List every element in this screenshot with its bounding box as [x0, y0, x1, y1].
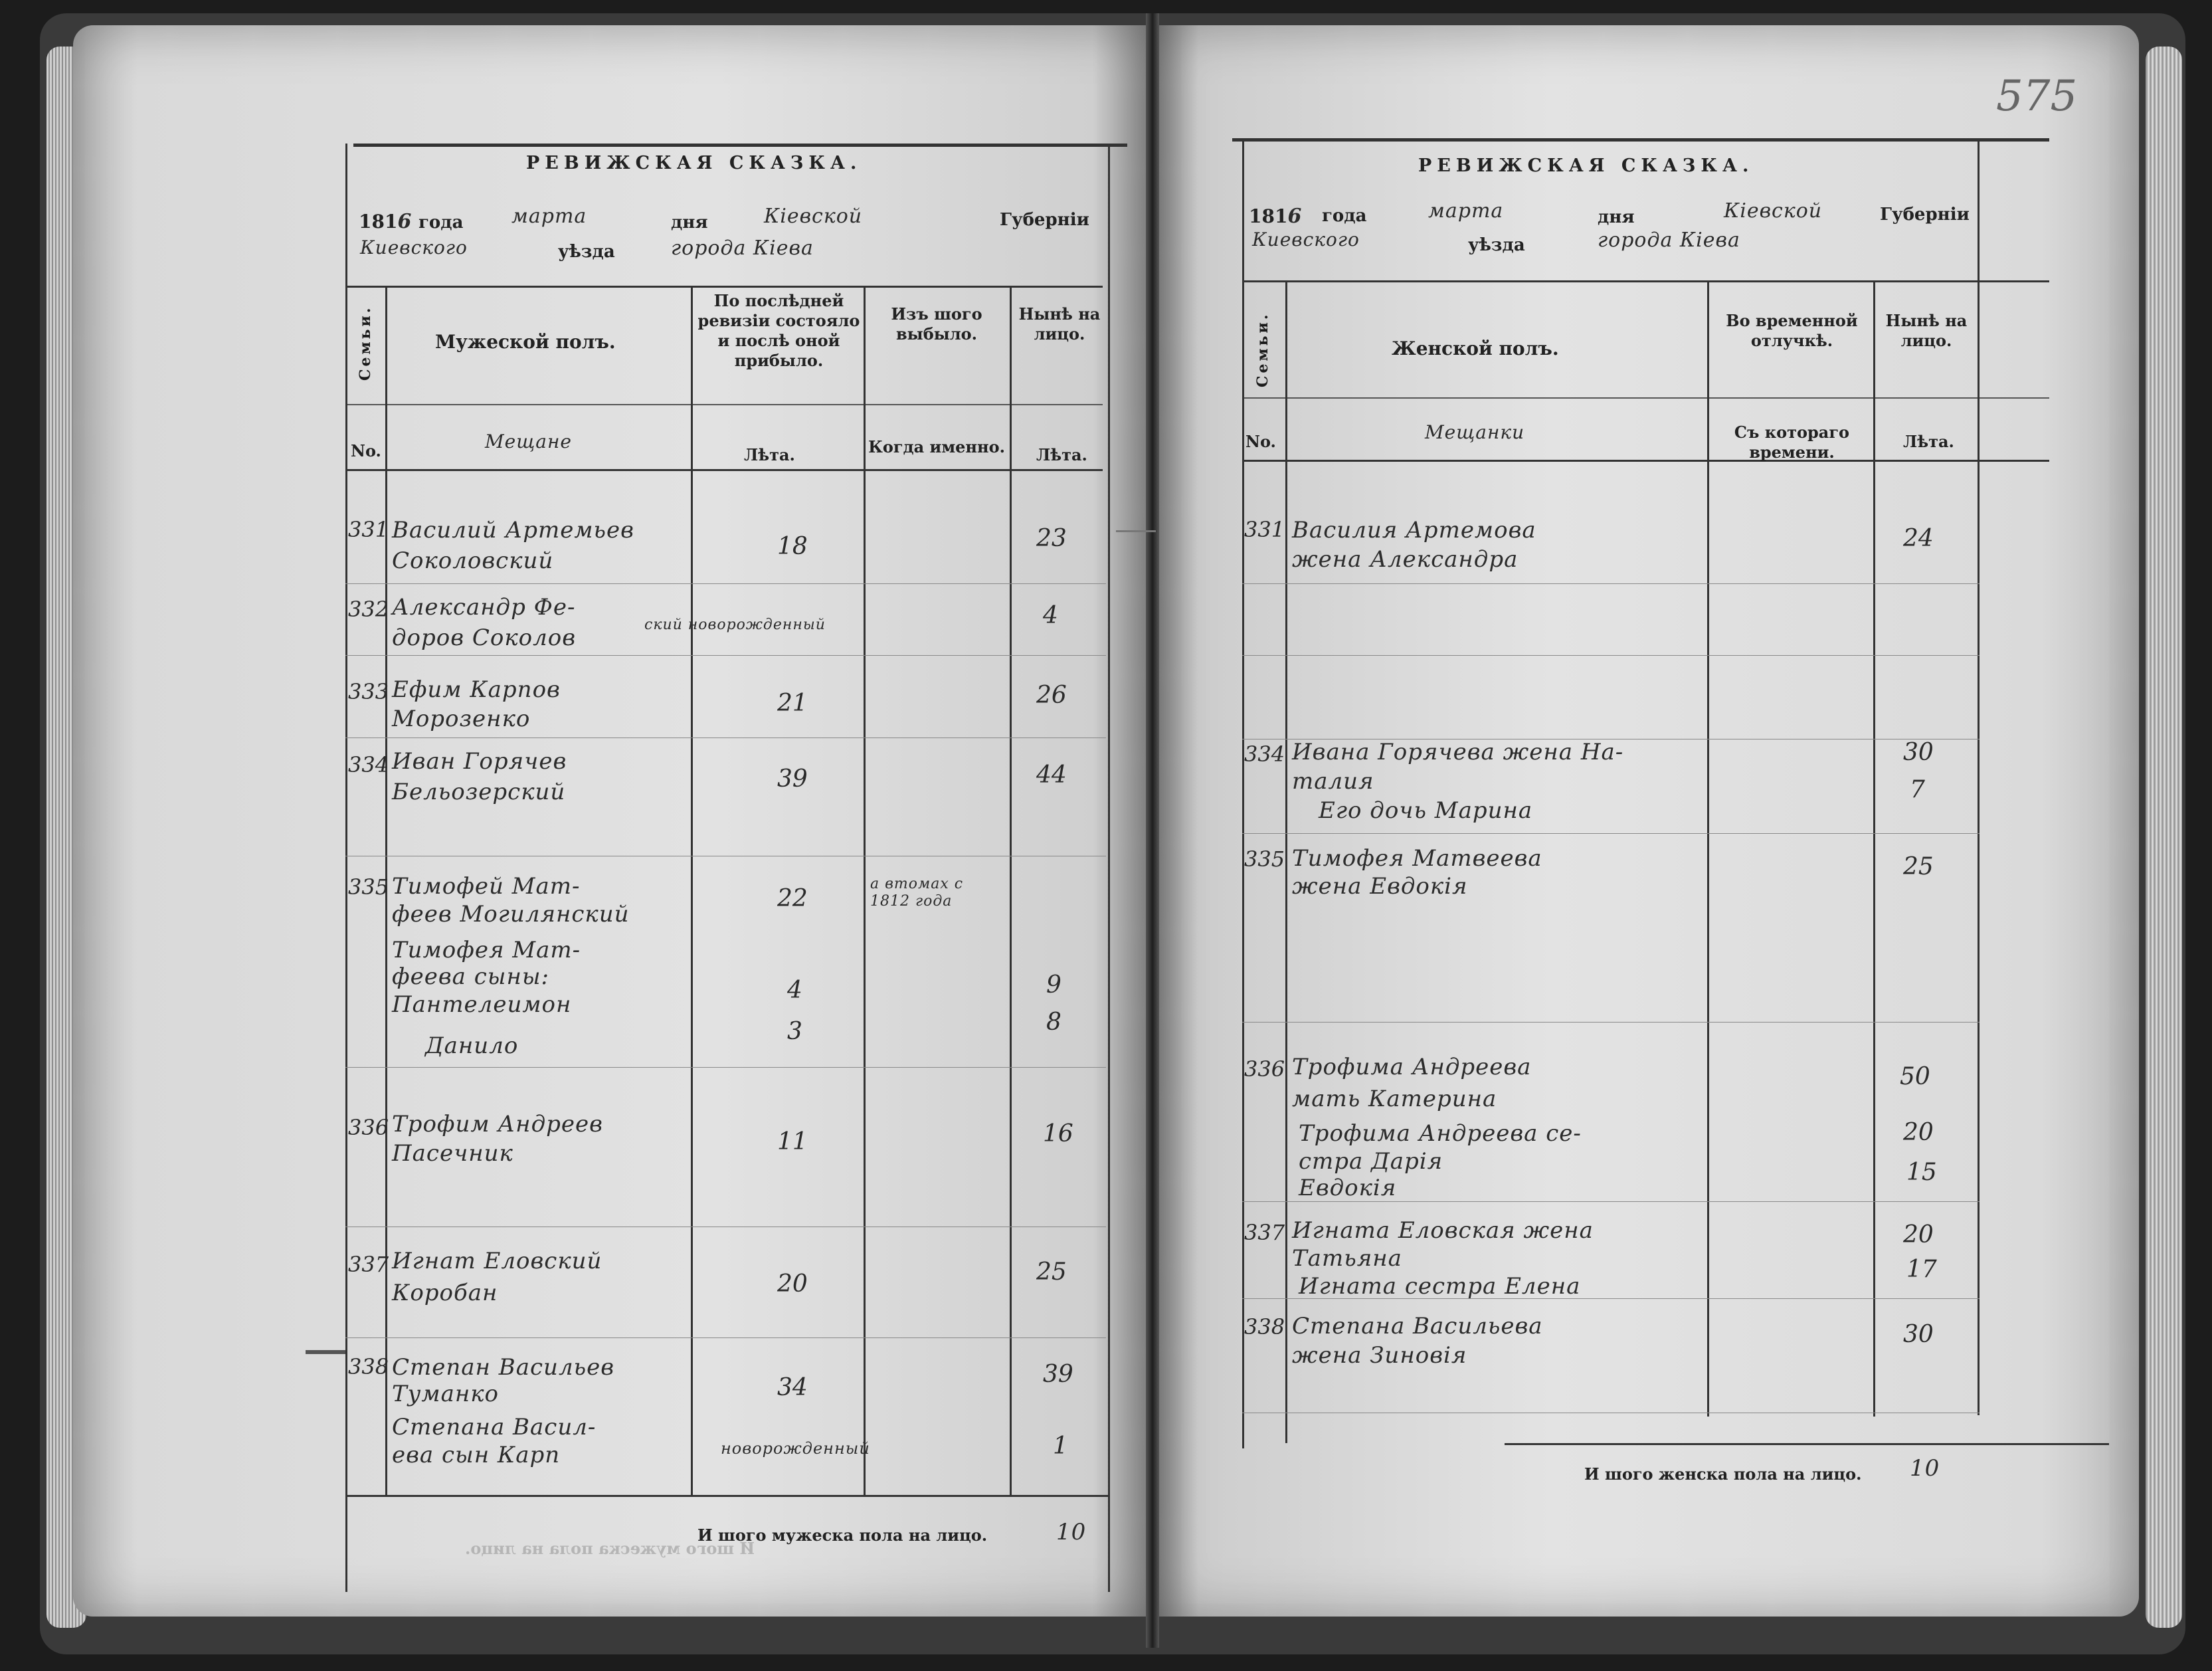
handwritten-entry: 4: [1043, 602, 1058, 629]
month-hand: марта: [1428, 199, 1504, 223]
total-rule: [1505, 1443, 2109, 1445]
top-rule: [353, 144, 1127, 147]
col-divider-name: [691, 286, 693, 1495]
handwritten-entry: 20: [1903, 1119, 1934, 1146]
top-rule: [1232, 138, 2049, 142]
handwritten-entry: жена Александра: [1292, 546, 1519, 573]
month-hand: марта: [511, 205, 587, 228]
handwritten-entry: 332: [348, 597, 389, 622]
handwritten-entry: 7: [1910, 776, 1925, 803]
col-dropped-label: Изъ шого выбыло.: [891, 304, 982, 344]
col-no-label: No.: [351, 441, 381, 460]
handwritten-entry: 6: [397, 210, 413, 233]
handwritten-entry: ева сын Карп: [392, 1442, 561, 1468]
handwritten-entry: 15: [1906, 1159, 1937, 1186]
district-hand: Киевского: [1252, 229, 1360, 250]
year-prefix: 1816: [359, 210, 413, 233]
handwritten-entry: 16: [1043, 1120, 1073, 1147]
handwritten-entry: мать Катерина: [1292, 1086, 1497, 1112]
left-frame: [1242, 140, 1244, 1448]
year-prefix: 1816: [1249, 205, 1303, 228]
handwritten-entry: Тимофей Мат-: [392, 873, 581, 900]
handwritten-entry: Игната сестра Елена: [1299, 1273, 1581, 1300]
handwritten-entry: Тимофея Мат-: [392, 937, 581, 963]
col-last-rev-label: По послѣдней ревизіи состояло и послѣ оной прибыло.: [697, 291, 860, 370]
col-divider-name: [1707, 280, 1709, 1417]
handwritten-entry: Василий Артемьев: [392, 517, 634, 543]
col-male-label: Мужеской полъ.: [435, 331, 616, 353]
handwritten-entry: новорожденный: [721, 1439, 870, 1458]
table-bottom-line: [345, 1495, 1109, 1497]
col-divider-no: [1285, 280, 1287, 1443]
handwritten-entry: 50: [1900, 1063, 1930, 1090]
sub-years: Лѣта.: [744, 445, 795, 464]
handwritten-entry: 1: [1053, 1432, 1068, 1460]
handwritten-entry: 22: [777, 885, 808, 912]
handwritten-entry: а втомах с 1812 года: [870, 876, 964, 910]
total-label: И шого женска пола на лицо.: [1584, 1464, 1862, 1484]
handwritten-entry: 335: [348, 874, 389, 900]
row-divider: [345, 583, 1106, 584]
handwritten-entry: жена Евдокія: [1292, 873, 1468, 900]
left-frame: [345, 144, 347, 1592]
handwritten-entry: Ивана Горячева жена На-: [1292, 739, 1624, 765]
district-hand: Киевского: [360, 237, 468, 258]
handwritten-entry: 336: [348, 1115, 389, 1140]
day-word: дня: [1598, 207, 1635, 227]
header-top-line: [345, 286, 1103, 288]
handwritten-entry: Степан Васильев: [392, 1354, 615, 1381]
handwritten-entry: Морозенко: [392, 706, 531, 732]
col-divider-last: [864, 286, 866, 1495]
handwritten-entry: 25: [1903, 853, 1934, 880]
handwritten-entry: Василия Артемова: [1292, 517, 1536, 543]
handwritten-entry: 331: [348, 517, 389, 542]
row-divider: [1242, 655, 1980, 656]
handwritten-entry: Ефим Карпов: [392, 676, 561, 703]
town-hand: города Кіева: [1598, 229, 1740, 252]
page-title: РЕВИЖСКАЯ СКАЗКА.: [526, 153, 862, 173]
handwritten-entry: Игната Еловская жена: [1292, 1217, 1594, 1244]
handwritten-entry: 335: [1244, 846, 1285, 872]
handwritten-entry: Его дочь Марина: [1319, 797, 1533, 824]
handwritten-entry: феева сыны:: [392, 963, 549, 990]
handwritten-entry: Степана Васильева: [1292, 1313, 1543, 1339]
handwritten-entry: 26: [1036, 682, 1067, 709]
handwritten-entry: талия: [1292, 768, 1374, 795]
row-divider: [345, 737, 1106, 738]
margin-mark: [306, 1350, 345, 1354]
handwritten-entry: 20: [777, 1270, 808, 1298]
handwritten-entry: 24: [1903, 525, 1934, 552]
handwritten-entry: 9: [1046, 971, 1061, 999]
row-divider: [345, 655, 1106, 656]
handwritten-entry: Коробан: [392, 1280, 498, 1306]
handwritten-entry: 334: [348, 752, 389, 777]
handwritten-entry: 4: [787, 977, 802, 1004]
handwritten-entry: 3: [787, 1018, 802, 1045]
sub-years2: Лѣта.: [1036, 445, 1087, 464]
handwritten-entry: стра Дарія: [1299, 1148, 1443, 1175]
right-page-edges: [2146, 47, 2182, 1628]
header-bottom-line: [1242, 460, 2049, 462]
book-gutter: [1146, 13, 1159, 1648]
handwritten-entry: Тимофея Матвеева: [1292, 845, 1542, 872]
row-divider: [1242, 833, 1980, 834]
total-value: 10: [1056, 1519, 1087, 1545]
col-no-label: No.: [1245, 432, 1276, 451]
sub-years: Лѣта.: [1903, 432, 1954, 451]
handwritten-entry: 34: [777, 1374, 808, 1401]
row-divider: [345, 1067, 1106, 1068]
handwritten-entry: Иван Горячев: [392, 748, 567, 775]
handwritten-entry: Степана Васил-: [392, 1414, 597, 1440]
handwritten-entry: Игнат Еловский: [392, 1248, 602, 1274]
handwritten-entry: Трофим Андреев: [392, 1111, 603, 1137]
handwritten-entry: доров Соколов: [392, 625, 577, 651]
sub-since: Съ котораго времени.: [1734, 423, 1850, 462]
handwritten-entry: 337: [348, 1252, 389, 1277]
handwritten-entry: 23: [1036, 525, 1067, 552]
handwritten-entry: Трофима Андреева: [1292, 1054, 1532, 1080]
handwritten-entry: 333: [348, 679, 389, 704]
handwritten-entry: ский новорожденный: [644, 617, 826, 633]
handwritten-entry: 17: [1906, 1256, 1937, 1283]
year-word: года: [418, 213, 464, 233]
province-hand: Кіевской: [764, 205, 863, 228]
header-top-line: [1242, 280, 2049, 282]
handwritten-entry: Александр Фе-: [392, 594, 576, 621]
handwritten-entry: Данило: [425, 1032, 519, 1059]
district-word: уѣзда: [558, 242, 615, 262]
province-hand: Кіевской: [1724, 199, 1823, 223]
handwritten-entry: 20: [1903, 1221, 1934, 1248]
mirror-bleed-text: И шого мужеска пола на лицо.: [465, 1539, 755, 1558]
handwritten-entry: 39: [777, 765, 808, 793]
margin-mark: [1116, 530, 1156, 532]
handwritten-entry: 30: [1903, 739, 1934, 766]
handwritten-entry: 337: [1244, 1220, 1285, 1245]
row-divider: [1242, 583, 1980, 584]
handwritten-entry: Соколовский: [392, 547, 554, 574]
col-divider-absence: [1873, 280, 1875, 1417]
town-hand: города Кіева: [671, 237, 814, 260]
handwritten-entry: Трофима Андреева се-: [1299, 1120, 1582, 1147]
total-value: 10: [1910, 1455, 1940, 1482]
col-present-label: Нынѣ на лицо.: [1018, 304, 1101, 344]
page-title: РЕВИЖСКАЯ СКАЗКА.: [1418, 155, 1754, 176]
handwritten-entry: жена Зиновія: [1292, 1342, 1467, 1369]
handwritten-entry: 25: [1036, 1258, 1067, 1286]
handwritten-entry: 8: [1046, 1009, 1061, 1036]
handwritten-entry: 21: [777, 690, 808, 717]
left-page: [73, 25, 1146, 1617]
handwritten-entry: Туманко: [392, 1381, 500, 1407]
col-female-label: Женской полъ.: [1392, 338, 1559, 359]
col-family-label: Семьи.: [357, 305, 374, 381]
right-page: [1159, 25, 2139, 1617]
handwritten-entry: Бельозерский: [392, 779, 566, 805]
handwritten-entry: Пасечник: [392, 1140, 513, 1167]
year-word: года: [1322, 206, 1367, 226]
handwritten-entry: 6: [1287, 205, 1303, 228]
total-label: И шого мужеска пола на лицо.: [697, 1525, 988, 1545]
handwritten-entry: 18: [777, 533, 808, 560]
right-frame: [1978, 140, 1980, 1415]
handwritten-entry: феев Могилянский: [392, 901, 630, 928]
row-divider: [1242, 1201, 1980, 1202]
sub-when: Когда именно.: [868, 437, 1005, 456]
handwritten-entry: Татьяна: [1292, 1245, 1402, 1272]
header-mid-line: [345, 404, 1103, 405]
sub-category: Мещане: [485, 431, 572, 452]
handwritten-entry: 39: [1043, 1361, 1073, 1388]
sub-category: Мещанки: [1425, 421, 1525, 443]
province-word: Губерніи: [1000, 210, 1089, 230]
handwritten-entry: 30: [1903, 1321, 1934, 1348]
right-frame: [1108, 144, 1110, 1592]
page-number: 575: [1996, 72, 2078, 121]
col-family-label: Семьи.: [1254, 312, 1271, 387]
header-mid-line: [1242, 397, 2049, 399]
handwritten-entry: 336: [1244, 1056, 1285, 1082]
handwritten-entry: 338: [1244, 1314, 1285, 1339]
handwritten-entry: 44: [1036, 761, 1067, 789]
row-divider: [1242, 1022, 1980, 1023]
col-divider-dropped: [1010, 286, 1012, 1495]
handwritten-entry: 338: [348, 1354, 389, 1379]
handwritten-entry: 334: [1244, 741, 1285, 767]
handwritten-entry: Евдокія: [1299, 1175, 1397, 1201]
day-word: дня: [671, 213, 708, 233]
province-word: Губерніи: [1880, 205, 1970, 225]
handwritten-entry: 11: [777, 1128, 808, 1155]
handwritten-entry: Пантелеимон: [392, 991, 572, 1018]
district-word: уѣзда: [1468, 235, 1525, 255]
header-bottom-line: [345, 469, 1103, 471]
row-divider: [345, 1337, 1106, 1338]
col-present-label: Нынѣ на лицо.: [1885, 311, 1968, 350]
col-absence-label: Во временной отлучкѣ.: [1726, 311, 1858, 350]
handwritten-entry: 331: [1244, 517, 1285, 542]
